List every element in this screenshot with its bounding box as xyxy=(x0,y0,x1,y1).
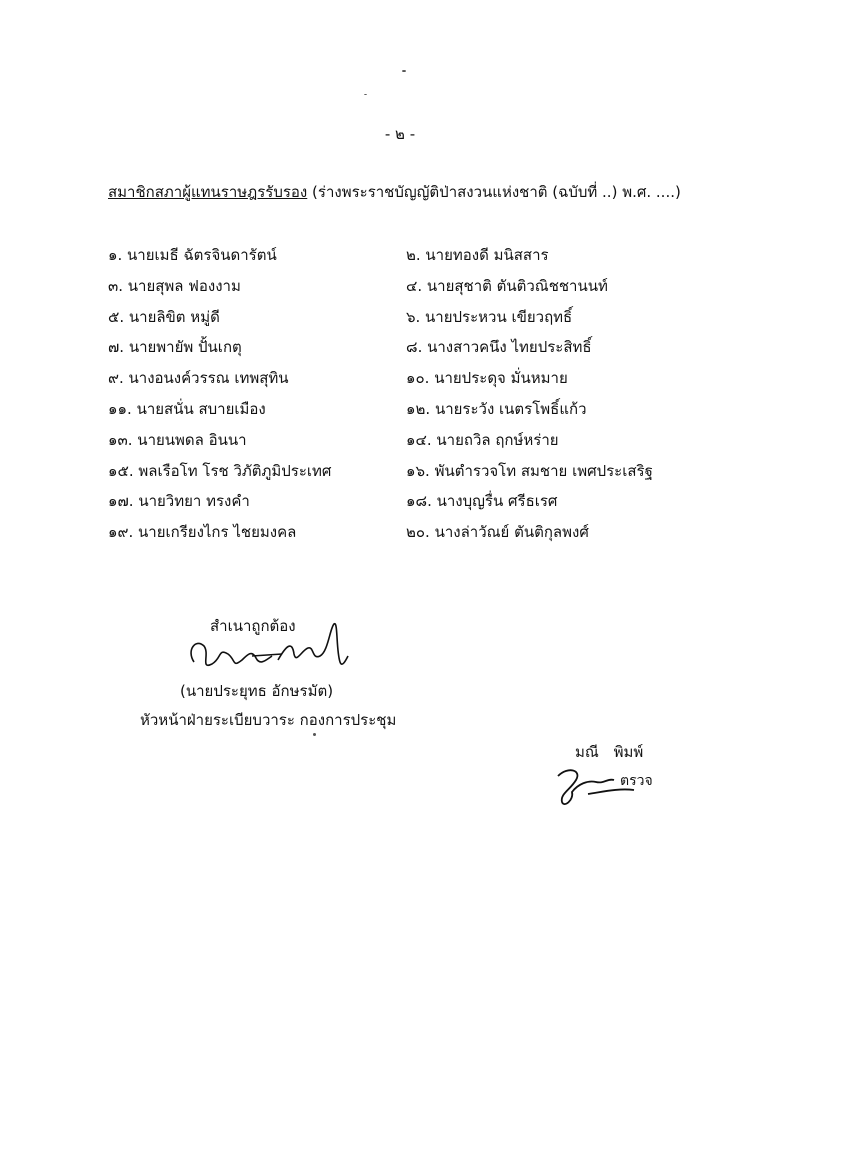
member-list xyxy=(108,240,728,548)
member-item: ๑๓. นายนพดล อินนา xyxy=(108,430,247,449)
member-item: ๑๘. นางบุญรื่น ศรีธเรศ xyxy=(406,492,558,511)
member-item: ๑๖. พันตำรวจโท สมชาย เพศประเสริฐ xyxy=(406,461,653,480)
member-item: ๑๑. นายสนั่น สบายเมือง xyxy=(108,399,266,418)
certified-copy-label: สำเนาถูกต้อง xyxy=(210,617,296,635)
signer-name: (นายประยุทธ อักษรมัต) xyxy=(180,682,334,700)
member-item: ๙. นางอนงค์วรรณ เทพสุทิน xyxy=(108,369,289,388)
member-item: ๖. นายประหวน เขียวฤทธิ์ xyxy=(406,307,573,326)
member-item: ๒. นายทองดี มนิสสาร xyxy=(406,246,549,264)
handwritten-signature xyxy=(182,620,352,680)
member-item: ๔. นายสุชาติ ตันติวณิชชานนท์ xyxy=(406,276,608,295)
member-item: ๑. นายเมธี ฉัตรจินดารัตน์ xyxy=(108,246,277,264)
member-item: ๑๔. นายถวิล ฤกษ์หร่าย xyxy=(406,430,559,449)
member-item: ๕. นายลิขิต หมู่ดี xyxy=(108,307,220,326)
member-item: ๘. นางสาวคนึง ไทยประสิทธิ์ xyxy=(406,338,592,357)
checker-label: ตรวจ xyxy=(620,773,653,789)
page-number: - ๒ - xyxy=(384,125,416,143)
member-item: ๑๙. นายเกรียงไกร ไชยมงคล xyxy=(108,523,297,542)
member-item: ๑๒. นายระวัง เนตรโพธิ์แก้ว xyxy=(406,399,587,418)
member-item: ๗. นายพายัพ ปั้นเกตุ xyxy=(108,338,242,357)
signer-title: หัวหน้าฝ่ายระเบียบวาระ กองการประชุม xyxy=(140,711,397,729)
member-item: ๓. นายสุพล ฟองงาม xyxy=(108,276,241,295)
member-item: ๒๐. นางล่าวัณย์ ตันติกุลพงศ์ xyxy=(406,523,589,542)
scan-speck xyxy=(364,94,367,95)
member-item: ๑๕. พลเรือโท โรช วิภัติภูมิประเทศ xyxy=(108,461,332,480)
scan-speck xyxy=(402,70,406,72)
checker-name: มณี พิมพ์ xyxy=(575,743,644,761)
member-item: ๑๗. นายวิทยา ทรงคำ xyxy=(108,492,250,511)
heading-bill-name: (ร่างพระราชบัญญัติป่าสงวนแห่งชาติ (ฉบับที่ ..) พ.ศ. ....) xyxy=(307,183,681,201)
member-item: ๑๐. นายประดุจ มั่นหมาย xyxy=(406,369,568,388)
heading-title: สมาชิกสภาผู้แทนราษฎรรับรอง xyxy=(108,183,308,201)
scan-speck xyxy=(313,733,316,736)
document-heading xyxy=(108,180,681,204)
